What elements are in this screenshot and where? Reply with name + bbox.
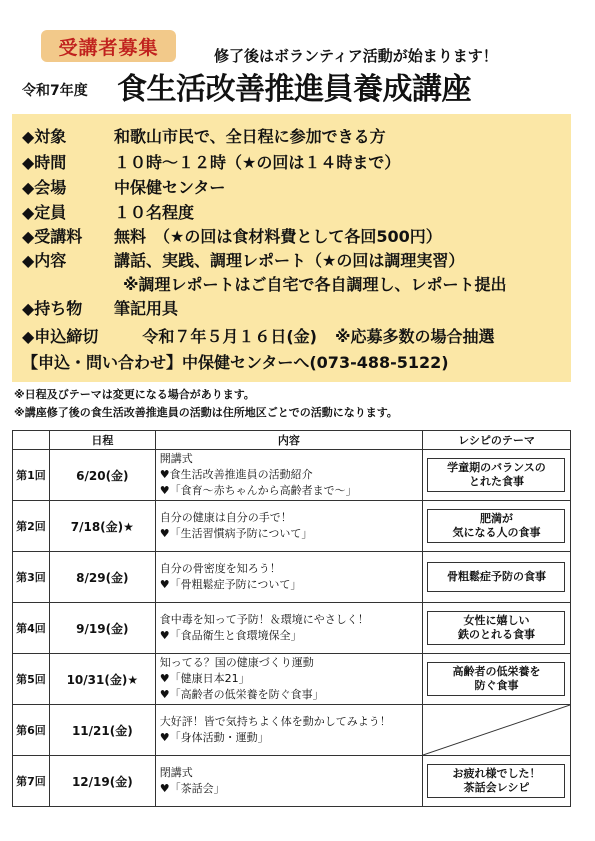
recipe-theme [427,611,565,645]
content-line: ♥「骨粗鬆症予防について」 [159,578,302,591]
info-content-sub: ※調理レポートはご自宅で各自調理し、レポート提出 [123,275,507,294]
info-fee [22,224,442,247]
info-venue-value: 中保健センター [114,178,226,197]
content-line: ♥「食品衛生と食環境保全」 [159,629,302,642]
session-number: 第2回 [13,501,50,552]
table-row [13,450,571,501]
recruitment-badge: 受講者募集 [41,30,176,62]
session-content [155,654,422,705]
table-row [13,654,571,705]
course-info-panel [12,114,571,382]
recipe-theme-line: 骨粗鬆症予防の食事 [446,570,546,583]
content-line: 知ってる？国の健康づくり運動 [159,656,314,669]
recipe-theme-cell [422,603,570,654]
info-items-value: 筆記用具 [114,299,179,318]
content-line: ♥「生活習慣病予防について」 [159,527,313,540]
info-time-value: １０時～１２時（★の回は１４時まで） [114,153,401,172]
session-date: 7/18(金)★ [49,501,155,552]
recipe-theme-cell [422,450,570,501]
session-number: 第1回 [13,450,50,501]
session-number: 第5回 [13,654,50,705]
session-content [155,552,422,603]
session-content [155,501,422,552]
recipe-theme [427,509,565,543]
info-content [22,248,464,271]
table-row [13,756,571,807]
schedule-table [12,430,571,807]
recipe-theme-cell [422,501,570,552]
header-session [13,431,50,450]
info-items-label: ◆持ち物 [22,299,83,318]
info-venue [22,175,225,198]
session-date: 11/21(金) [49,705,155,756]
table-row [13,501,571,552]
table-row [13,705,571,756]
recipe-theme-cell [422,705,570,756]
session-date: 6/20(金) [49,450,155,501]
recipe-theme-line: 気になる人の食事 [452,526,541,539]
session-content [155,705,422,756]
info-venue-label: ◆会場 [22,178,67,197]
info-target [22,124,386,147]
volunteer-note: 修了後はボランティア活動が始まります！ [214,47,498,65]
content-line: ♥「高齢者の低栄養を防ぐ食事」 [159,688,324,701]
info-capacity [22,200,194,223]
info-time-label: ◆時間 [22,153,67,172]
recipe-theme-cell [422,756,570,807]
content-line: ♥「身体活動・運動」 [159,731,269,744]
info-target-value: 和歌山市民で、全日程に参加できる方 [114,127,386,146]
recipe-theme [427,764,565,798]
info-deadline-date: 令和７年５月１６日(金) [142,327,317,346]
content-line: ♥「茶話会」 [159,782,225,795]
info-fee-value: 無料 （★の回は食材料費として各回500円） [114,227,442,246]
session-number: 第6回 [13,705,50,756]
info-deadline [22,324,495,347]
content-line: ♥「食育～赤ちゃんから高齢者まで～」 [159,484,357,497]
content-line: 自分の健康は自分の手で！ [159,511,292,524]
info-capacity-value: １０名程度 [114,203,195,222]
diagonal-line [423,705,570,755]
info-items [22,296,178,319]
session-date: 8/29(金) [49,552,155,603]
session-number: 第7回 [13,756,50,807]
empty-cell-diagonal [423,705,570,755]
info-content-label: ◆内容 [22,251,67,270]
content-line: 自分の骨密度を知ろう！ [159,562,281,575]
session-date: 12/19(金) [49,756,155,807]
content-line: ♥食生活改善推進員の活動紹介 [159,468,313,481]
header-content: 内容 [155,431,422,450]
recipe-theme-line: 学童期のバランスの [447,461,546,474]
page-title: 食生活改善推進員養成講座 [117,72,471,107]
content-line: 開講式 [159,452,193,465]
activity-area-note: ※講座修了後の食生活改善推進員の活動は住所地区ごとでの活動になります。 [14,406,398,419]
info-deadline-label: ◆申込締切 [22,327,99,346]
session-date: 9/19(金) [49,603,155,654]
recipe-theme [427,562,565,592]
content-line: 大好評！皆で気持ちよく体を動かしてみよう！ [159,715,391,728]
content-line: 食中毒を知って予防！＆環境にやさしく！ [159,613,369,626]
info-fee-label: ◆受講料 [22,227,83,246]
recipe-theme [427,458,565,492]
content-line: 閉講式 [159,766,193,779]
recipe-theme-line: 高齢者の低栄養を [452,665,541,678]
info-time [22,150,400,173]
header-recipe-theme: レシピのテーマ [422,431,570,450]
session-date: 10/31(金)★ [49,654,155,705]
info-target-label: ◆対象 [22,127,67,146]
recipe-theme-line: とれた食事 [468,475,524,488]
session-content [155,450,422,501]
header-date: 日程 [49,431,155,450]
recipe-theme-line: 女性に嬉しい [463,614,530,627]
schedule-change-note: ※日程及びテーマは変更になる場合があります。 [14,388,255,401]
info-capacity-label: ◆定員 [22,203,67,222]
fiscal-year: 令和7年度 [22,83,88,99]
session-number: 第3回 [13,552,50,603]
info-content-value: 講話、実践、調理レポート（★の回は調理実習） [114,251,465,270]
contact-info: 【申込・問い合わせ】中保健センターへ(073-488-5122) [22,353,449,372]
recipe-theme-line: お疲れ様でした！ [452,767,541,780]
session-number: 第4回 [13,603,50,654]
content-line: ♥「健康日本21」 [159,672,250,685]
session-content [155,756,422,807]
table-row [13,603,571,654]
session-content [155,603,422,654]
info-deadline-note: ※応募多数の場合抽選 [334,327,495,346]
table-header-row [13,431,571,450]
recipe-theme-line: 肥満が [479,512,513,525]
recipe-theme-cell [422,552,570,603]
table-row [13,552,571,603]
recipe-theme-line: 防ぐ食事 [474,679,519,692]
recipe-theme-line: 鉄のとれる食事 [457,628,535,641]
recipe-theme-line: 茶話会レシピ [463,781,530,794]
recipe-theme-cell [422,654,570,705]
recipe-theme [427,662,565,696]
